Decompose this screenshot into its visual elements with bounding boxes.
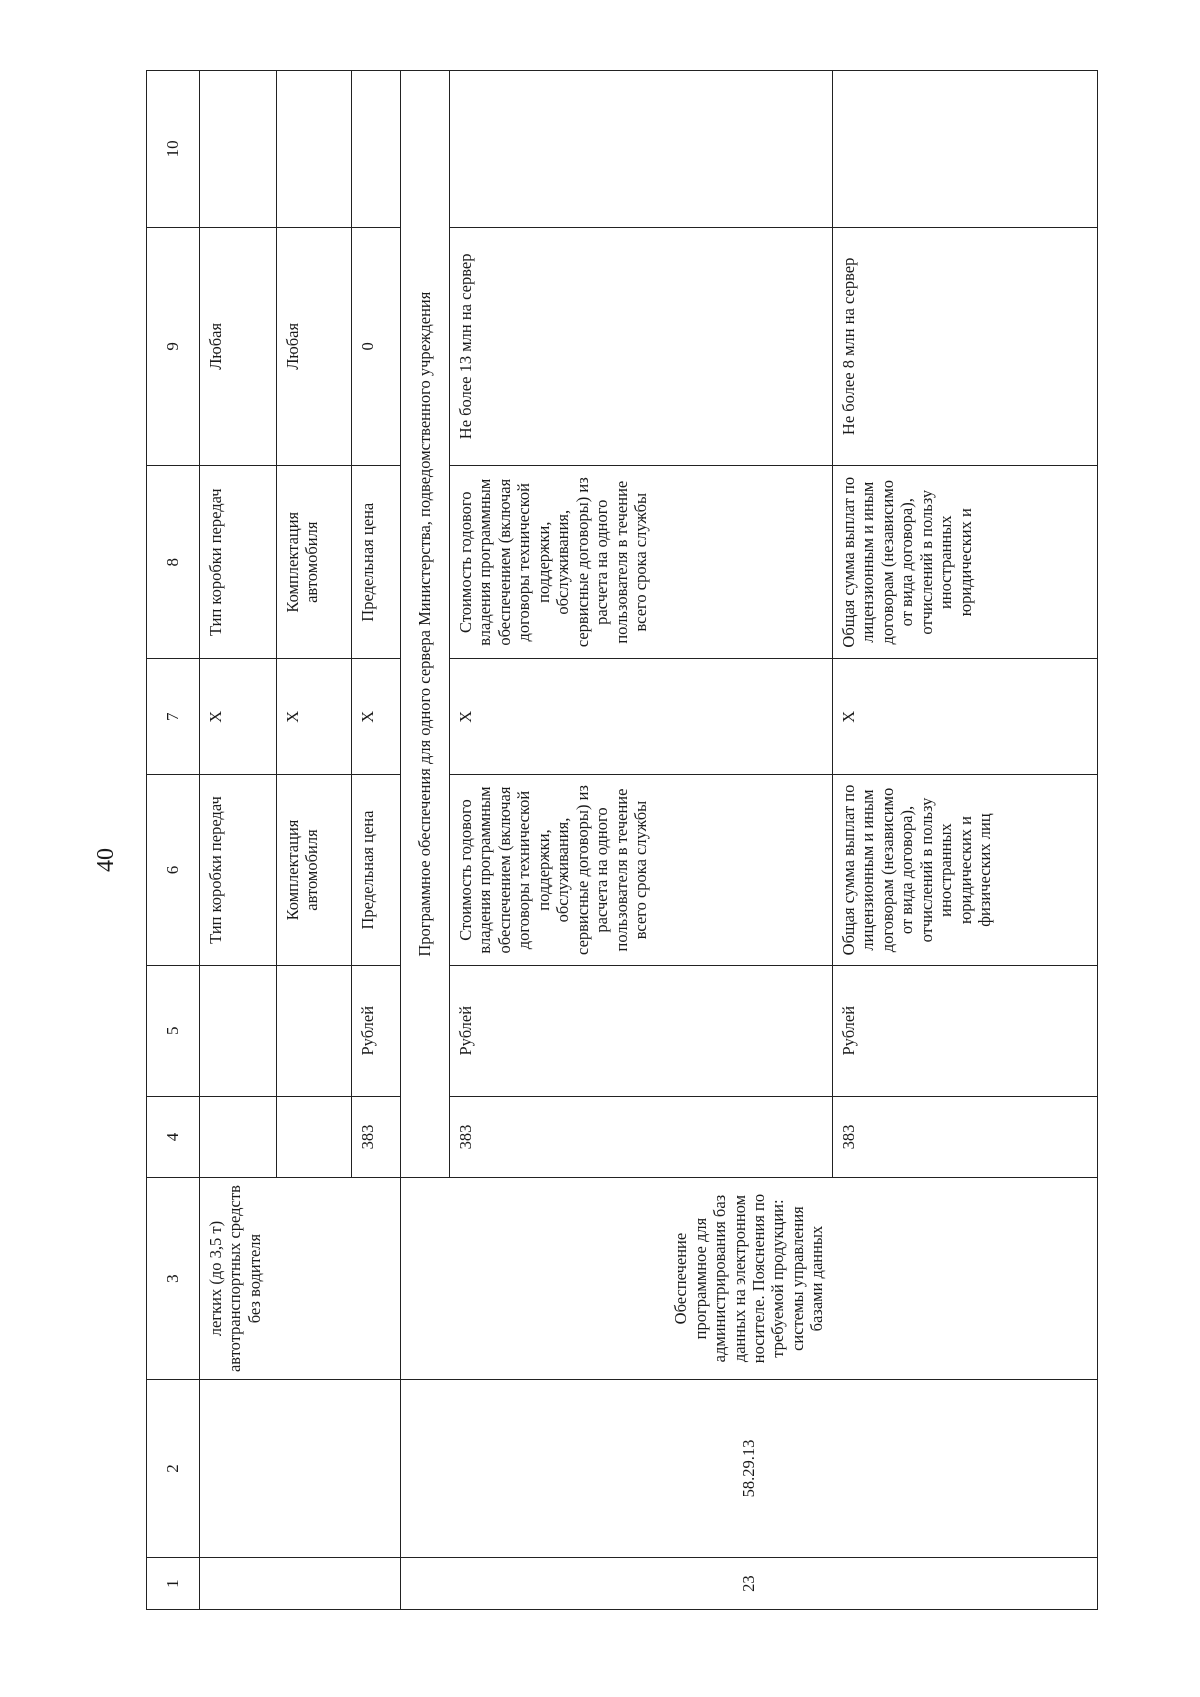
page-number: 40 [93, 848, 119, 872]
cell-okei-code: 383 [833, 1096, 1098, 1178]
cell-okei-code: 383 [450, 1096, 833, 1178]
cell-unit: Рублей [833, 965, 1098, 1096]
col-header-8: 8 [147, 466, 200, 659]
cell-unit: Рублей [450, 965, 833, 1096]
cell-c10 [277, 71, 352, 228]
cell-x-mark: X [352, 659, 401, 775]
cell-value: Не более 8 млн на сервер [833, 227, 1098, 465]
cell-value: 0 [352, 227, 401, 465]
section-row [401, 71, 450, 1610]
cell-x-mark: X [450, 659, 833, 775]
cell-x-mark: X [200, 659, 277, 775]
cell-okpd-code: 58.29.13 [401, 1379, 1098, 1557]
section-title: Программное обеспечения для одного сервера Министерства, подведомственного учреждения [401, 71, 450, 1178]
col-header-9: 9 [147, 227, 200, 465]
cell-value: Любая [277, 227, 352, 465]
cell-vehicle-description: легких (до 3,5 т) автотранспортных средств без водителя [200, 1178, 401, 1380]
table-row [200, 71, 277, 1610]
col-header-2: 2 [147, 1379, 200, 1557]
cell-x-mark: X [277, 659, 352, 775]
col-header-3: 3 [147, 1178, 200, 1380]
cell-characteristic: Предельная цена [352, 775, 401, 966]
cell-value: Не более 13 млн на сервер [450, 227, 833, 465]
cell-characteristic: Комплектация автомобиля [277, 466, 352, 659]
cell-c5 [277, 965, 352, 1096]
cell-characteristic: Стоимость годового владения программным обеспечением (включая договоры технической поддержки, обслуживания, сервисные договоры) из расчета на одного пользователя в течение всего срока службы [450, 775, 833, 966]
cell-c10 [200, 71, 277, 228]
cell-value: Любая [200, 227, 277, 465]
requirements-table [146, 70, 1098, 1610]
cell-characteristic: Общая сумма выплат по лицензионным и иным договорам (независимо от вида договора), отчислений в пользу иностранных юридических и [833, 466, 1098, 659]
cell-c1 [200, 1558, 401, 1610]
col-header-10: 10 [147, 71, 200, 228]
cell-characteristic: Комплектация автомобиля [277, 775, 352, 966]
column-number-row [147, 71, 200, 1610]
cell-c10 [833, 71, 1098, 228]
cell-characteristic: Общая сумма выплат по лицензионным и иным договорам (независимо от вида договора), отчислений в пользу иностранных юридических и физических лиц [833, 775, 1098, 966]
cell-c10 [352, 71, 401, 228]
cell-c5 [200, 965, 277, 1096]
cell-okei-code: 383 [352, 1096, 401, 1178]
col-header-6: 6 [147, 775, 200, 966]
cell-c4 [200, 1096, 277, 1178]
cell-item-number: 23 [401, 1558, 1098, 1610]
cell-unit: Рублей [352, 965, 401, 1096]
col-header-1: 1 [147, 1558, 200, 1610]
cell-item-description: Обеспечение программное для администрирования баз данных на электронном носителе. Пояснения по требуемой продукции: системы управления базами данных [401, 1178, 1098, 1380]
rotated-table-container [146, 70, 1126, 1610]
cell-characteristic: Тип коробки передач [200, 466, 277, 659]
cell-c10 [450, 71, 833, 228]
cell-c2 [200, 1379, 401, 1557]
cell-characteristic: Тип коробки передач [200, 775, 277, 966]
cell-characteristic: Предельная цена [352, 466, 401, 659]
cell-characteristic: Стоимость годового владения программным обеспечением (включая договоры технической поддержки, обслуживания, сервисные договоры) из расчета на одного пользователя в течение всего срока службы [450, 466, 833, 659]
col-header-7: 7 [147, 659, 200, 775]
col-header-5: 5 [147, 965, 200, 1096]
col-header-4: 4 [147, 1096, 200, 1178]
cell-c4 [277, 1096, 352, 1178]
cell-x-mark: X [833, 659, 1098, 775]
